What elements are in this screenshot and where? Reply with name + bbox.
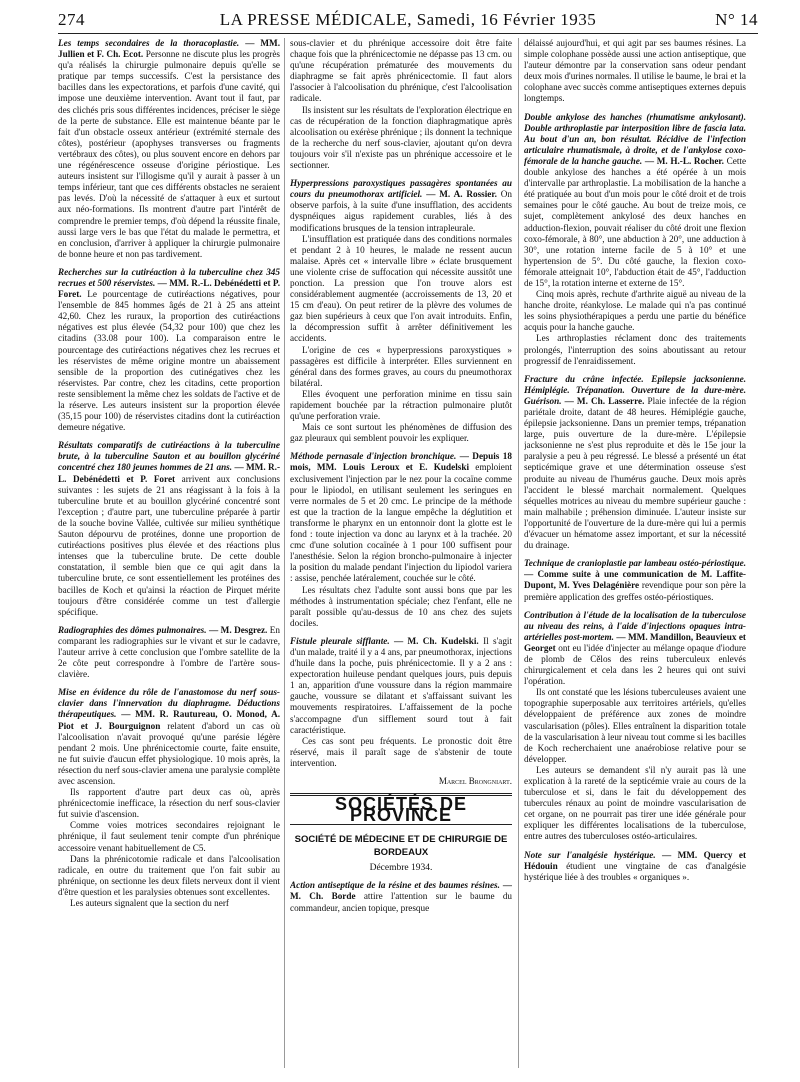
paragraph-text: arrivent aux conclusions suivantes : les sujets de 21 ans réagissant à la fois à la tuberculine brute et au bouillon glycériné concentré sont l'exception ; d'autre part, une tuberculine préparée à partir de la souche bovine Vallée, cultivée sur milieu synthétique Sauton dépourvu de protéines, donne une proportion de cutiréactions positives plus élevée et des réactions plus intenses que la tuberculine brute. De cette double constatation, il semble bien que ce qui agit dans la tuberculine brute, ce sont essentiellement les protéines des bacilles de Koch et qu'ainsi la réaction de Pirquet mérite toujours d'être considérée comme un test d'allergie spécifique. — [58, 473, 280, 617]
article-title: Double ankylose des hanches (rhumatisme ankylosant). Double arthroplastie par interposition libre de fascia lata. Au bout d'un an, bon résultat. Récidive de l'infection articulaire rhumatismale, à droite, et de l'ankylose coxo-fémorale de la hanche gauche. — [524, 111, 746, 166]
article-paragraph — [524, 850, 746, 883]
article-authors: — M. Desgrez. — [209, 624, 268, 635]
article-paragraph — [58, 267, 280, 433]
society-name: SOCIÉTÉ DE MÉDECINE ET DE CHIRURGIE DE BORDEAUX — [294, 834, 508, 859]
paragraph-text: En comparant les radiographies sur le vivant et sur le cadavre, l'auteur arrive à cette conclusion que l'ombre satellite de la 2e côte peut correspondre à l'ombre de l'artère sous-clavière. — [58, 624, 280, 680]
article-paragraph — [524, 687, 746, 765]
article-paragraph — [58, 440, 280, 618]
paragraph-text: Personne ne discute plus les progrès qu'a réalisés la chirurgie pulmonaire depuis qu'elle se pratique par temps successifs. C'est la persistance des bacilles dans les expectorations, et parfois d'une cavité, qui impose une deuxième intervention. Avant tout il faut, par des clichés pris sous différentes incidences, préciser le siège de la perte de substance. Elle est maintenue béante par le fait d'un obstacle osseux antérieur (extrémité sternale des côtes), postérieur (apophyses transverses ou fragments vertébraux des côtes), ou plus souvent encore en dehors par une régénérescence osseuse d'origine périostique. Les auteurs insistent sur l'illogisme qu'il y aurait à passer à un temps inférieur, tant que ces différents obstacles ne seraient pas levés. D'où la nécessité de s'attaquer à eux et surtout aux néo-formations. Ils montrent d'autre part l'intérêt de comprendre le premier temps, d'où dépend la réussite finale, aussi large vers le bas que l'état du malade le permettra, et en conclusion, d'arriver à appliquer la chirurgie pulmonaire de bonne heure et non pas tardivement. — [58, 49, 280, 259]
article-paragraph — [290, 880, 512, 913]
column-2-top — [290, 38, 512, 769]
article — [58, 440, 280, 618]
article — [524, 558, 746, 602]
article-title: Recherches sur la cutiréaction à la tuberculine chez 345 recrues et 500 réservistes. — [58, 266, 280, 288]
section-heading: SOCIÉTÉS DE PROVINCE — [290, 793, 512, 825]
article — [290, 636, 512, 769]
article-paragraph — [290, 38, 512, 105]
paragraph-text: Le pourcentage de cutiréactions négatives, pour l'ensemble de 845 hommes âgés de 21 à 25 ans atteint 42,60. Chez les ruraux, la proportion des cutiréactions négatives est plus élevée (54,32 pour 100) que chez les citadins (33.08 pour 100). La comparaison entre le pourcentage des cutiréactions négatives chez les recrues et les réservistes de même origine montre un abaissement sensible de la proportion des cutinégatives chez les réservistes. Par contre, chez les citadins, cette proportion reste sensiblement la même chez les soldats de l'active et de la réserve. Les auteurs insistent sur la proportion élevée (35,15 pour 100) de réservistes citadins dont la cutiréaction demeure négative. — [58, 289, 280, 433]
article-paragraph — [524, 289, 746, 333]
paragraph-text: Plaie infectée de la région pariétale droite, datant de 48 heures. Hémiplégie gauche, épilepsie jacksonienne. Dans un premier temps, trépanation large, puis ouverture de la dure-mère. L'épilepsie jacksonienne ne s'est plus reproduite et dès le 15e jour la paralysie a peu à peu régressé. Le blessé a présenté un état septicémique grave et une détermination osseuse s'est produite au niveau de l'humérus gauche. Deux mois après l'accident le blessé marchait normalement. Quelques séquelles motrices au niveau du membre supérieur gauche : main malhabile ; préhension diminuée. L'auteur insiste sur l'opportunité de l'ouverture de la dure-mère qui lui a permis d'évacuer un hématome assez important, et sur la nécessité du drainage. — [524, 395, 746, 551]
article — [524, 38, 746, 105]
paragraph-text: emploient exclusivement l'injection par le nez pour la cocaïne comme pour le lipiodol, en utilisant seulement les seringues en verre normales de 5 et 20 cmc. Le principe de la méthode est que la traction de la langue empêche la déglutition et transforme le pharynx en un entonnoir dont la glotte est le fond : toute injection va donc au larynx et à la trachée. 20 cmc d'une solution cocaïnée à 1 pour 100 suffisent pour l'anesthésie. Selon la région broncho-pulmonaire à injecter la position du malade pendant l'injection du lipiodol variera : assise, penchée latéralement, couchée sur le côté. — [290, 462, 512, 584]
article-paragraph — [524, 38, 746, 105]
paragraph-text: ont eu l'idée d'injecter au mélange opaque d'iodure de plomb de Cělos des reins tuberculeux enlevés chirurgicalement et cela dans les 2 heures qui ont suivi l'opération. — [524, 642, 746, 687]
article-authors: — M. Ch. Borde — [290, 880, 512, 902]
article-paragraph — [524, 765, 746, 843]
article-title: Hyperpressions paroxystiques passagères spontanées au cours du pneumothorax artificiel. — [290, 178, 512, 200]
article — [524, 112, 746, 367]
article — [58, 625, 280, 680]
article-paragraph — [290, 389, 512, 422]
journal-title: LA PRESSE MÉDICALE, Samedi, 16 Février 1935 — [219, 10, 597, 29]
article-paragraph — [524, 610, 746, 688]
article-title: Note sur l'analgésie hystérique. — [524, 849, 656, 860]
paragraph-text: Il s'agit d'un malade, traité il y a 4 ans, par pneumothorax, injections d'huile dans la poche, puis phrénicectomie. Il y a 2 ans : expectoration huileuse pendant quelques jours, puis depuis 1 an, apparition d'une voussure dans la région mammaire gauche, voussure se dilatant et s'affaissant suivant les mouvements respiratoires. L'affaissement de la poche s'accompagne d'un sifflement sourd tout à fait caractéristique. — [290, 635, 512, 735]
article-authors: — MM. R. Rautureau, O. Monod, A. Piot et J. Bourguignon — [58, 709, 280, 731]
article — [524, 850, 746, 883]
article-authors: — MM. R.-L. Debénédetti et P. Foret — [58, 462, 280, 484]
article-paragraph — [290, 422, 512, 444]
paragraph-text: On observe parfois, à la suite d'une insufflation, des accidents dyspnéiques aigus rapidement curables, liés à des modifications brusques de la tension intrapleurale. — [290, 189, 512, 233]
article-title: Méthode pernasale d'injection bronchique. — [290, 451, 457, 462]
article-paragraph — [290, 736, 512, 769]
paragraph-text: attire l'attention sur le baume du commandeur, ancien topique, presque — [290, 891, 512, 913]
paragraph-text: Cette double ankylose des hanches a été opérée à un mois d'intervalle par arthroplastie. La mobilisation de la hanche a été pratiquée au bout d'un mois pour le côté droit et de trois semaines pour le côté gauche. Au bout de treize mois, ce sujet, complètement ankylosé des deux hanches en adduction-flexion, pouvait réaliser du côté droit une flexion coxo-fémorale, à 80°, une abduction à 20°, une adduction à 30°, une rotation interne facile de 5 à 10° et une hypertension de 5°. Du côté gauche, la flexion coxo-fémorale atteignait 10°, l'abduction était de 45°, l'adduction de 15°, la rotation interne et externe de 15°. — [524, 155, 746, 288]
paragraph-text: Ces cas sont peu fréquents. Le pronostic doit être réservé, mais il paraît sage de s'abstenir de toute intervention. — [290, 735, 512, 768]
session-date: Décembre 1934. — [369, 863, 433, 874]
article-authors: — M. H.-L. Rocher. — [644, 155, 724, 166]
article — [524, 610, 746, 843]
article-authors: — M. A. Rossier. — [426, 189, 497, 200]
article-paragraph — [58, 787, 280, 820]
paragraph-text: Elles évoquent une perforation minime en tissu sain rapidement bouchée par la rétraction pulmonaire plutôt qu'une perforation vraie. — [290, 388, 512, 422]
article — [58, 267, 280, 433]
page-number: 274 — [58, 10, 85, 29]
article-paragraph — [58, 854, 280, 898]
article — [290, 451, 512, 629]
article-paragraph — [290, 585, 512, 629]
article-title: Fistule pleurale sifflante. — [290, 635, 390, 646]
article-authors: — MM. Jullien et F. Ch. Ecot. — [58, 38, 280, 60]
article-paragraph — [58, 687, 280, 787]
header-rule — [58, 33, 758, 34]
article-paragraph — [290, 234, 512, 345]
column-2-bottom — [290, 880, 512, 913]
signature: Marcel Brongniart. — [438, 776, 512, 786]
paragraph-text: Comme voies motrices secondaires rejoignant le phrénique, il faut seulement tenir compte d'un phrénique accessoire venant habituellement de C5. — [58, 820, 280, 853]
paragraph-text: Dans la phrénicotomie radicale et dans l'alcoolisation radicale, en outre du traitement que l'on fait subir au phrénique, on sectionne les deux filets nerveux dont il vient d'être question et les paralysies obtenues sont excellentes. — [58, 853, 280, 897]
article-title: Fracture du crâne infectée. Epilepsie jacksonienne. Hémiplégie. Trépanation. Ouverture de la dure-mère. Guérison. — [524, 373, 746, 406]
article-paragraph — [524, 374, 746, 552]
article-title: Résultats comparatifs de cutiréactions à la tuberculine brute, à la tuberculine Sauton et au bouillon glycériné concentré chez 180 jeunes hommes de 21 ans. — [58, 440, 280, 473]
article-authors: — MM. R.-L. Debénédetti et P. Foret. — [58, 277, 280, 300]
article-paragraph — [290, 345, 512, 389]
paragraph-text: étudient une vingtaine de cas d'analgésie hystérique liée à des troubles « organiques ». — [524, 860, 746, 882]
article-paragraph — [58, 625, 280, 680]
page-header — [58, 10, 758, 30]
paragraph-text: Cinq mois après, rechute d'arthrite aiguë au niveau de la hanche droite, réankylose. Le malade qui n'a pas continué les soins physiothérapiques a perdu une partie du bénéfice acquis pour la hanche gauche. — [524, 289, 746, 333]
column-divider — [518, 38, 519, 1068]
article-paragraph — [290, 451, 512, 584]
column-3 — [524, 38, 746, 1068]
article — [290, 38, 512, 171]
article-paragraph — [58, 820, 280, 853]
paragraph-text: Ils insistent sur les résultats de l'exploration électrique en cas de récupération de la fonction diaphragmatique après alcoolisation ou exérèse phrénique ; ils donnent la technique de la recherche du nerf sous-clavier, ajoutant qu'on devra toujours voir s'il n'existe pas un phrénique accessoire et le sectionner. — [290, 104, 512, 171]
paragraph-text: Les auteurs se demandent s'il n'y aurait pas là une explication à la rareté de la septicémie vraie au cours de la tuberculose et si, dans le fait du développement des tubercules rénaux au point de moindre vascularisation de cet organe, on ne pourrait pas tirer une idée générale pour expliquer les différentes localisations de la tuberculose, entre autres des tuberculoses ostéo-articulaires. — [524, 764, 746, 842]
paragraph-text: revendique pour son père la première application des greffes ostéo-périostiques. — [524, 580, 746, 602]
article-paragraph — [290, 105, 512, 172]
column-1 — [58, 38, 280, 1068]
article — [290, 178, 512, 444]
article-paragraph — [58, 38, 280, 260]
article-authors: — Comme suite à une communication de M. Laffite-Dupont, M. Yves Delagénière — [524, 569, 746, 591]
article-authors: — Depuis 18 mois, MM. Louis Leroux et E. Kudelski — [290, 451, 512, 473]
paragraph-text: sous-clavier et du phrénique accessoire doit être faite chaque fois que la phrénicectomie ne dépasse pas 13 cm. ou qu'une récupération prématurée des mouvements du diaphragme se fait après phrénicectomie. Il faut alors l'associer à l'alcoolisation du phrénique, c'est l'alcoolisation radicale. — [290, 38, 512, 104]
article-authors: — M. Ch. Kudelski. — [393, 635, 479, 646]
paragraph-text: relatent d'abord un cas où l'alcoolisation n'avait provoqué qu'une parésie légère pendant 2 mois. Une phrénicectomie courte, faite ensuite, ne fut suivie d'aucun effet physiologique. 10 mois après, la résection du nerf sous-clavier amena une paralysie complète avec ascension. — [58, 720, 280, 786]
article-title: Les temps secondaires de la thoracoplastie. — [58, 38, 240, 48]
article-authors: — MM. Mandillon, Beauvieux et Georget — [524, 631, 746, 653]
article-title: Action antiseptique de la résine et des baumes résines. — [290, 880, 500, 891]
column-2 — [290, 38, 512, 1068]
column-divider — [284, 38, 285, 1068]
article-paragraph — [524, 112, 746, 290]
paragraph-text: Les auteurs signalent que la section du nerf — [70, 898, 229, 909]
article — [58, 38, 280, 260]
article-authors: — M. Ch. Lasserre. — [564, 395, 645, 406]
paragraph-text: Les résultats chez l'adulte sont aussi bons que par les méthodes à instrumentation spéciale; chez l'enfant, elle ne paraît possible qu'au-dessus de 10 ans chez des sujets dociles. — [290, 584, 512, 628]
article-title: Technique de cranioplastie par lambeau ostéo-périostique. — [524, 558, 746, 569]
paragraph-text: Mais ce sont surtout les phénomènes de diffusion des gaz pleuraux qui semblent pouvoir les expliquer. — [290, 422, 512, 444]
article — [290, 880, 512, 913]
article-authors: — MM. Quercy et Hédouin — [524, 849, 746, 871]
article-paragraph — [290, 178, 512, 233]
article-paragraph — [58, 898, 280, 909]
article-title: Radiographies des dômes pulmonaires. — [58, 624, 207, 635]
paragraph-text: L'origine de ces « hyperpressions paroxystiques » passagères est difficile à interpréter. Elles surviennent en général dans des formes graves, au cours du pneumothorax bilatéral. — [290, 344, 512, 388]
article-title: Contribution à l'étude de la localisation de la tuberculose au niveau des reins, à l'aide d'injections opaques intra-artérielles post-mortem. — [524, 609, 746, 642]
article-paragraph — [524, 558, 746, 602]
article-title: Mise en évidence du rôle de l'anastomose du nerf sous-clavier dans l'innervation du diaphragme. Déductions thérapeutiques. — [58, 687, 280, 720]
article-paragraph — [290, 636, 512, 736]
article — [524, 374, 746, 552]
paragraph-text: L'insufflation est pratiquée dans des conditions normales et pendant 2 à 10 heures, le malade ne ressent aucun malaise. Après cet « intervalle libre » éclate brusquement une violente crise de suffocation qui nécessite aussitôt une ponction. La pression que l'on trouve alors est considérablement augmentée (accroissements de 13, 20 et 15 cm d'eau). On peut retirer de la plèvre des volumes de gaz bien supérieurs à ceux que l'on avait introduits. Enfin, la décompression suffit à arrêter définitivement les accidents. — [290, 233, 512, 344]
article — [58, 687, 280, 909]
issue-number: N° 14 — [715, 10, 758, 29]
article-paragraph — [524, 333, 746, 366]
paragraph-text: Ils rapportent d'autre part deux cas où, après phrénicectomie inefficace, la résection du nerf sous-clavier fut suivie d'ascension. — [58, 787, 280, 820]
paragraph-text: délaissé aujourd'hui, et qui agit par ses baumes résines. La simple colophane possède aussi une action antiseptique, que l'auteur démontre par la conservation sans odeur pendant deux mois d'urines normales. Il utilise le baume, le brai et la colophane avec succès comme antiseptiques externes depuis longtemps. — [524, 38, 746, 104]
paragraph-text: Les arthroplasties réclament donc des traitements prolongés, l'interruption des soins aboutissant au retour progressif de l'enraidissement. — [524, 333, 746, 366]
paragraph-text: Ils ont constaté que les lésions tuberculeuses avaient une topographie superposable aux territoires artériels, qu'elles développaient de préférence aux zones de moindre vascularisation (pôles). Elles entraînent la disparition totale de la vascularisation à leur niveau tout comme si les bacilles de Koch recherchaient une anaérobiose relative pour se développer. — [524, 687, 746, 764]
